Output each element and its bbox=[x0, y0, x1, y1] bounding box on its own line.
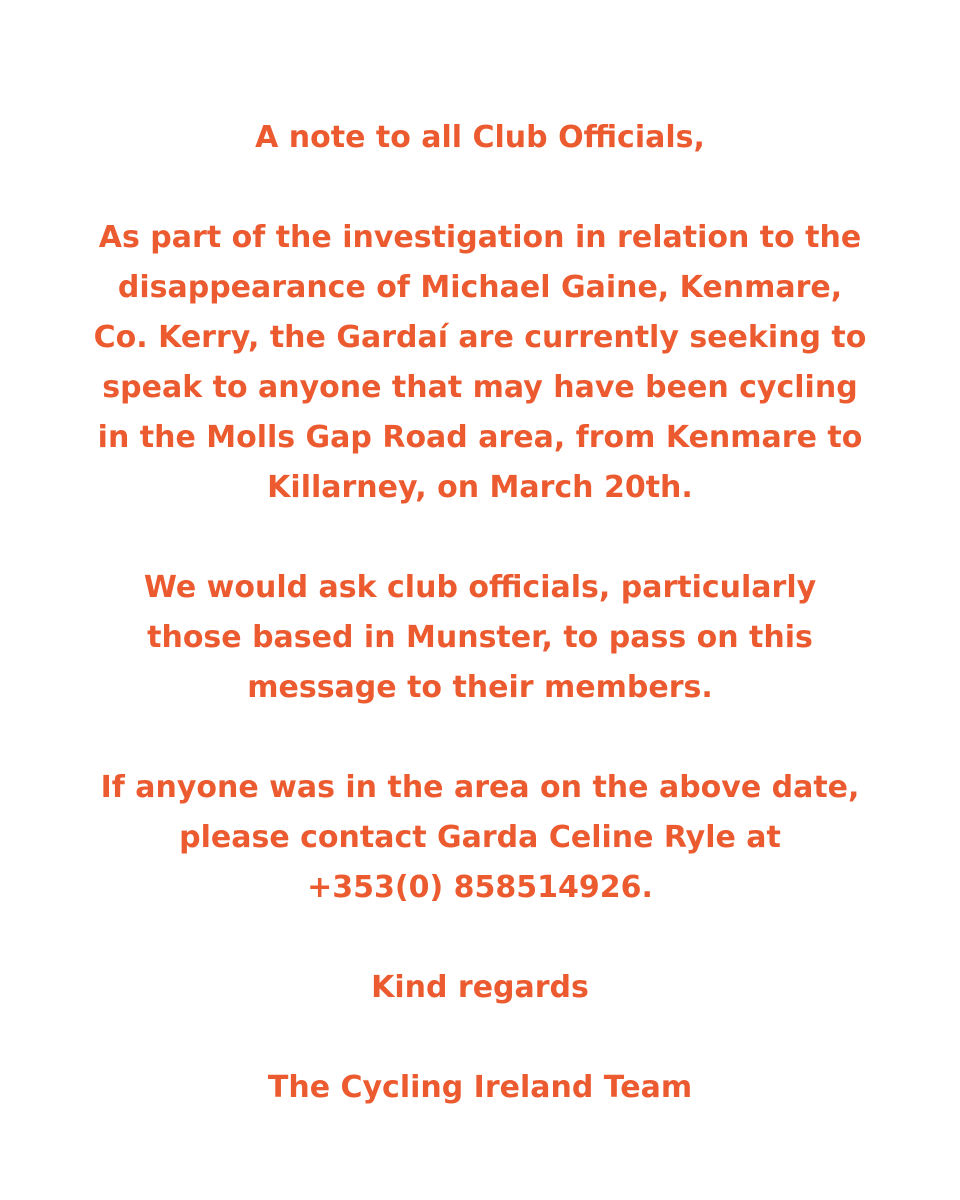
closing bbox=[70, 963, 890, 1013]
investigation-paragraph bbox=[70, 213, 890, 513]
paragraph-line: message to their members. bbox=[247, 670, 713, 705]
paragraph-line: Co. Kerry, the Gardaí are currently seeking to bbox=[93, 320, 867, 355]
paragraph-line: disappearance of Michael Gaine, Kenmare, bbox=[117, 270, 843, 305]
greeting bbox=[70, 113, 890, 163]
paragraph-line: Killarney, on March 20th. bbox=[267, 470, 693, 505]
signature-line: The Cycling Ireland Team bbox=[267, 1070, 693, 1105]
paragraph-line: in the Molls Gap Road area, from Kenmare to bbox=[97, 420, 863, 455]
contact-paragraph bbox=[70, 763, 890, 913]
request-paragraph bbox=[70, 563, 890, 713]
paragraph-line: If anyone was in the area on the above date, bbox=[100, 770, 860, 805]
paragraph-line: those based in Munster, to pass on this bbox=[147, 620, 813, 655]
signature bbox=[70, 1063, 890, 1113]
paragraph-line: We would ask club officials, particularly bbox=[143, 570, 817, 605]
paragraph-line: As part of the investigation in relation to the bbox=[98, 220, 862, 255]
phone-number: +353(0) 858514926. bbox=[307, 870, 653, 905]
closing-line: Kind regards bbox=[371, 970, 589, 1005]
paragraph-line: please contact Garda Celine Ryle at bbox=[179, 820, 781, 855]
notice-body bbox=[70, 113, 890, 1113]
greeting-line: A note to all Club Officials, bbox=[255, 120, 705, 155]
paragraph-line: speak to anyone that may have been cycling bbox=[102, 370, 858, 405]
